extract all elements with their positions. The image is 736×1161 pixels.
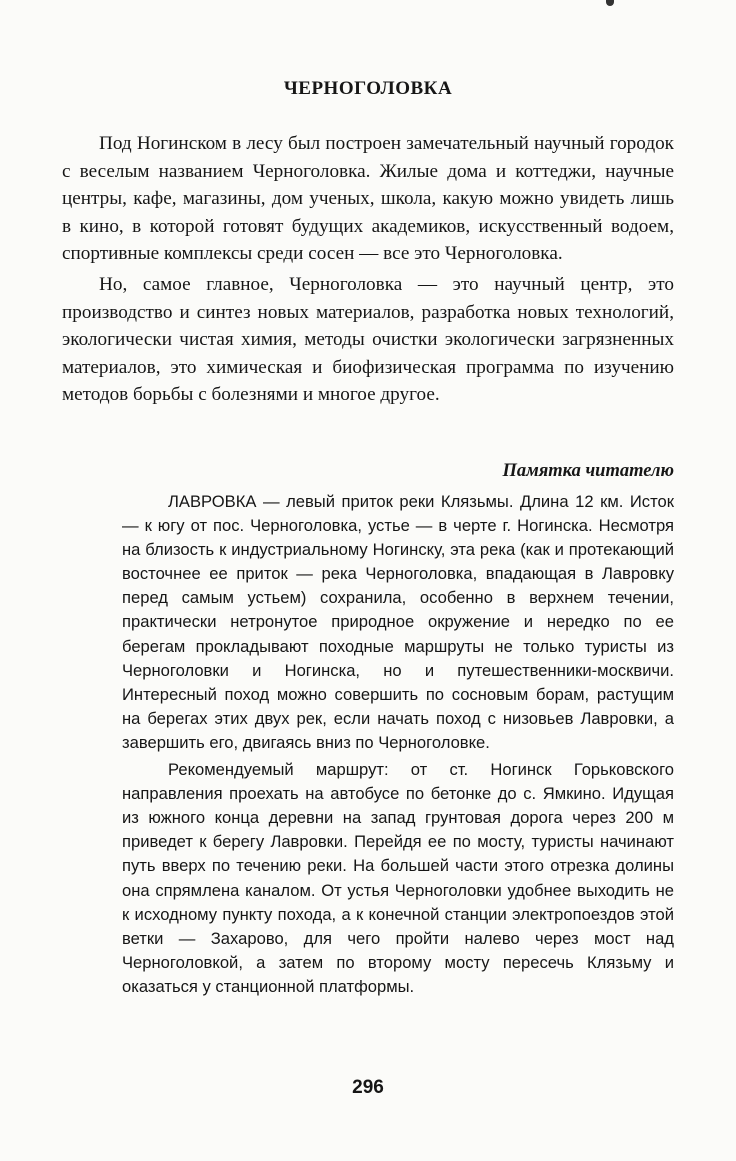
chapter-title: ЧЕРНОГОЛОВКА bbox=[283, 78, 453, 99]
scan-speck bbox=[606, 0, 614, 6]
page-number: 296 bbox=[352, 1077, 384, 1098]
memo-heading: Памятка читателю bbox=[502, 461, 674, 481]
memo-text bbox=[122, 490, 674, 999]
paragraph: Но, самое главное, Черноголовка — это научный центр, это производство и синтез новых материалов, разработка новых технологий, экологически чистая химия, методы очистки экологически загрязненных материалов, это химическая и биофизическая программа по изучению методов борьбы с болезнями и многое другое. bbox=[62, 273, 674, 406]
paragraph: Под Ногинском в лесу был построен замечательный научный городок с веселым названием Черноголовка. Жилые дома и коттеджи, научные центры, кафе, магазины, дом ученых, школа, какую можно увидеть лишь в кино, в которой готовят будущих академиков, искусственный водоем, спортивные комплексы среди сосен — все это Черноголовка. bbox=[62, 133, 674, 265]
memo-paragraph: Рекомендуемый маршрут: от ст. Ногинск Горьковского направления проехать на автобусе по бетонке до с. Ямкино. Идущая из южного конца деревни на запад грунтовая дорога через 200 м приведет к берегу Лавровки. Перейдя ее по мосту, туристы начинают путь вверх по течению реки. На большей части этого отрезка долины она спрямлена каналом. От устья Черноголовки удобнее выходить не к исходному пункту похода, а к конечной станции электропоездов этой ветки — Захарово, для чего пройти налево через мост над Черноголовкой, а затем по второму мосту пересечь Клязьму и оказаться у станционной платформы. bbox=[122, 760, 674, 996]
main-text bbox=[62, 130, 674, 409]
memo-paragraph: ЛАВРОВКА — левый приток реки Клязьмы. Длина 12 км. Исток — к югу от пос. Черноголовка, устье — в черте г. Ногинска. Несмотря на близость к индустриальному Ногинску, эта река (как и протекающий восточнее ее приток — река Черноголовка, впадающая в Лавровку перед самым устьем) сохранила, особенно в верхнем течении, практически нетронутое природное окружение и нередко по ее берегам прокладывают походные маршруты не только туристы из Черноголовки и Ногинска, но и путешественники-москвичи. Интересный поход можно совершить по сосновым борам, растущим на берегах этих двух рек, если начать поход с низовьев Лавровки, а завершить его, двигаясь вниз по Черноголовке. bbox=[122, 492, 674, 752]
